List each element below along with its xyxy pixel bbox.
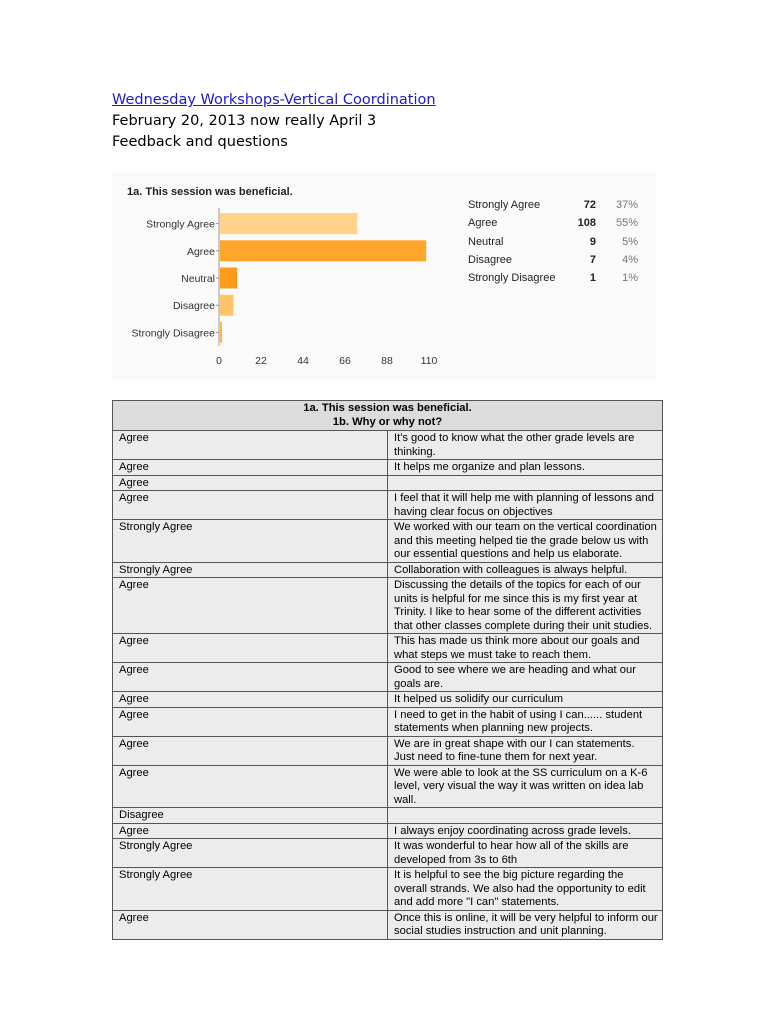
rating-cell: Agree: [113, 692, 388, 708]
summary-label: Agree: [468, 217, 498, 230]
table-header-line1: 1a. This session was beneficial.: [303, 402, 472, 414]
table-row: [113, 431, 663, 460]
summary-row: [468, 236, 638, 254]
subtitle: Feedback and questions: [112, 134, 288, 150]
table-row: [113, 520, 663, 563]
rating-cell: Strongly Agree: [113, 520, 388, 563]
summary-label: Strongly Disagree: [468, 272, 556, 285]
rating-cell: Agree: [113, 823, 388, 839]
bar-chart: [112, 172, 442, 380]
rating-cell: Agree: [113, 707, 388, 736]
x-tick-label: 44: [297, 355, 309, 367]
table-header: [113, 401, 663, 431]
comment-cell: I need to get in the habit of using I can...... student statements when planning new projects.: [388, 707, 663, 736]
summary-percent: 4%: [622, 253, 638, 266]
table-row: [113, 823, 663, 839]
rating-cell: Strongly Agree: [113, 562, 388, 578]
table-row: [113, 910, 663, 939]
bar: [220, 322, 222, 343]
table-row: [113, 460, 663, 476]
rating-cell: Agree: [113, 431, 388, 460]
category-label: Disagree: [172, 300, 215, 313]
rating-cell: Agree: [113, 634, 388, 663]
rating-cell: Disagree: [113, 808, 388, 824]
summary-row: [468, 254, 638, 272]
rating-cell: Agree: [113, 910, 388, 939]
x-tick-label: 110: [420, 355, 438, 367]
comment-cell: We worked with our team on the vertical coordination and this meeting helped tie the grade below us with our essential questions and help us elaborate.: [388, 520, 663, 563]
rating-cell: Agree: [113, 491, 388, 520]
comment-cell: This has made us think more about our goals and what steps we must take to reach them.: [388, 634, 663, 663]
table-row: [113, 736, 663, 765]
comment-cell: Collaboration with colleagues is always helpful.: [388, 562, 663, 578]
summary-count: 72: [583, 199, 596, 211]
table-row: [113, 692, 663, 708]
bar: [220, 213, 357, 234]
bar: [220, 240, 426, 261]
rating-cell: Agree: [113, 736, 388, 765]
bar: [220, 295, 233, 316]
table-row: [113, 634, 663, 663]
rating-cell: Agree: [113, 663, 388, 692]
category-label: Strongly Disagree: [131, 327, 215, 340]
summary-label: Neutral: [468, 235, 504, 248]
table-row: [113, 475, 663, 491]
x-tick-label: 66: [339, 355, 351, 367]
summary-percent: 5%: [622, 235, 638, 248]
table-row: [113, 765, 663, 808]
table-row: [113, 839, 663, 868]
comment-cell: Discussing the details of the topics for each of our units is helpful for me since this is my first year at Trinity. I like to hear some of the different activities that other classes complete during their unit studies.: [388, 578, 663, 634]
table-row: [113, 562, 663, 578]
survey-chart-panel: [112, 172, 656, 380]
comment-cell: It was wonderful to hear how all of the skills are developed from 3s to 6th: [388, 839, 663, 868]
comment-cell: I feel that it will help me with planning of lessons and having clear focus on objectives: [388, 491, 663, 520]
summary-label: Disagree: [468, 253, 513, 266]
responses-table: [112, 400, 663, 940]
document-header: [112, 90, 436, 153]
summary-table: [468, 199, 638, 290]
category-label: Neutral: [181, 273, 215, 285]
rating-cell: Agree: [113, 578, 388, 634]
table-row: [113, 868, 663, 911]
rating-cell: Agree: [113, 460, 388, 476]
table-header-line2: 1b. Why or why not?: [332, 415, 443, 428]
chart-title: 1a. This session was beneficial.: [127, 186, 293, 198]
summary-percent: 37%: [615, 199, 638, 211]
summary-row: [468, 199, 638, 217]
summary-count: 1: [589, 272, 596, 285]
rating-cell: Strongly Agree: [113, 839, 388, 868]
summary-percent: 55%: [615, 217, 638, 230]
comment-cell: We were able to look at the SS curriculum on a K-6 level, very visual the way it was written on idea lab wall.: [388, 765, 663, 808]
summary-percent: 1%: [622, 272, 638, 285]
rating-cell: Agree: [113, 475, 388, 491]
comment-cell: Once this is online, it will be very helpful to inform our social studies instruction and unit planning.: [388, 910, 663, 939]
summary-row: [468, 272, 638, 290]
comment-cell: Good to see where we are heading and what our goals are.: [388, 663, 663, 692]
x-tick-label: 88: [381, 355, 393, 367]
bar: [220, 268, 237, 289]
table-row: [113, 663, 663, 692]
x-tick-label: 22: [255, 355, 267, 367]
date-line: February 20, 2013 now really April 3: [112, 113, 377, 129]
comment-cell: I always enjoy coordinating across grade levels.: [388, 823, 663, 839]
table-row: [113, 808, 663, 824]
x-tick-label: 0: [216, 355, 222, 367]
title-link[interactable]: Wednesday Workshops-Vertical Coordination: [112, 92, 436, 108]
table-row: [113, 578, 663, 634]
comment-cell: [388, 475, 663, 491]
summary-count: 108: [577, 217, 596, 230]
summary-count: 7: [589, 253, 596, 266]
comment-cell: We are in great shape with our I can statements. Just need to fine-tune them for next year.: [388, 736, 663, 765]
summary-row: [468, 217, 638, 235]
table-row: [113, 707, 663, 736]
table-row: [113, 491, 663, 520]
summary-label: Strongly Agree: [468, 199, 541, 211]
comment-cell: It helped us solidify our curriculum: [388, 692, 663, 708]
comment-cell: [388, 808, 663, 824]
rating-cell: Agree: [113, 765, 388, 808]
comment-cell: It's good to know what the other grade levels are thinking.: [388, 431, 663, 460]
rating-cell: Strongly Agree: [113, 868, 388, 911]
summary-count: 9: [589, 235, 596, 248]
comment-cell: It helps me organize and plan lessons.: [388, 460, 663, 476]
table-header-row: [113, 401, 663, 431]
category-label: Agree: [186, 245, 215, 258]
category-label: Strongly Agree: [146, 218, 215, 231]
comment-cell: It is helpful to see the big picture regarding the overall strands. We also had the opportunity to edit and add more "I can" statements.: [388, 868, 663, 911]
